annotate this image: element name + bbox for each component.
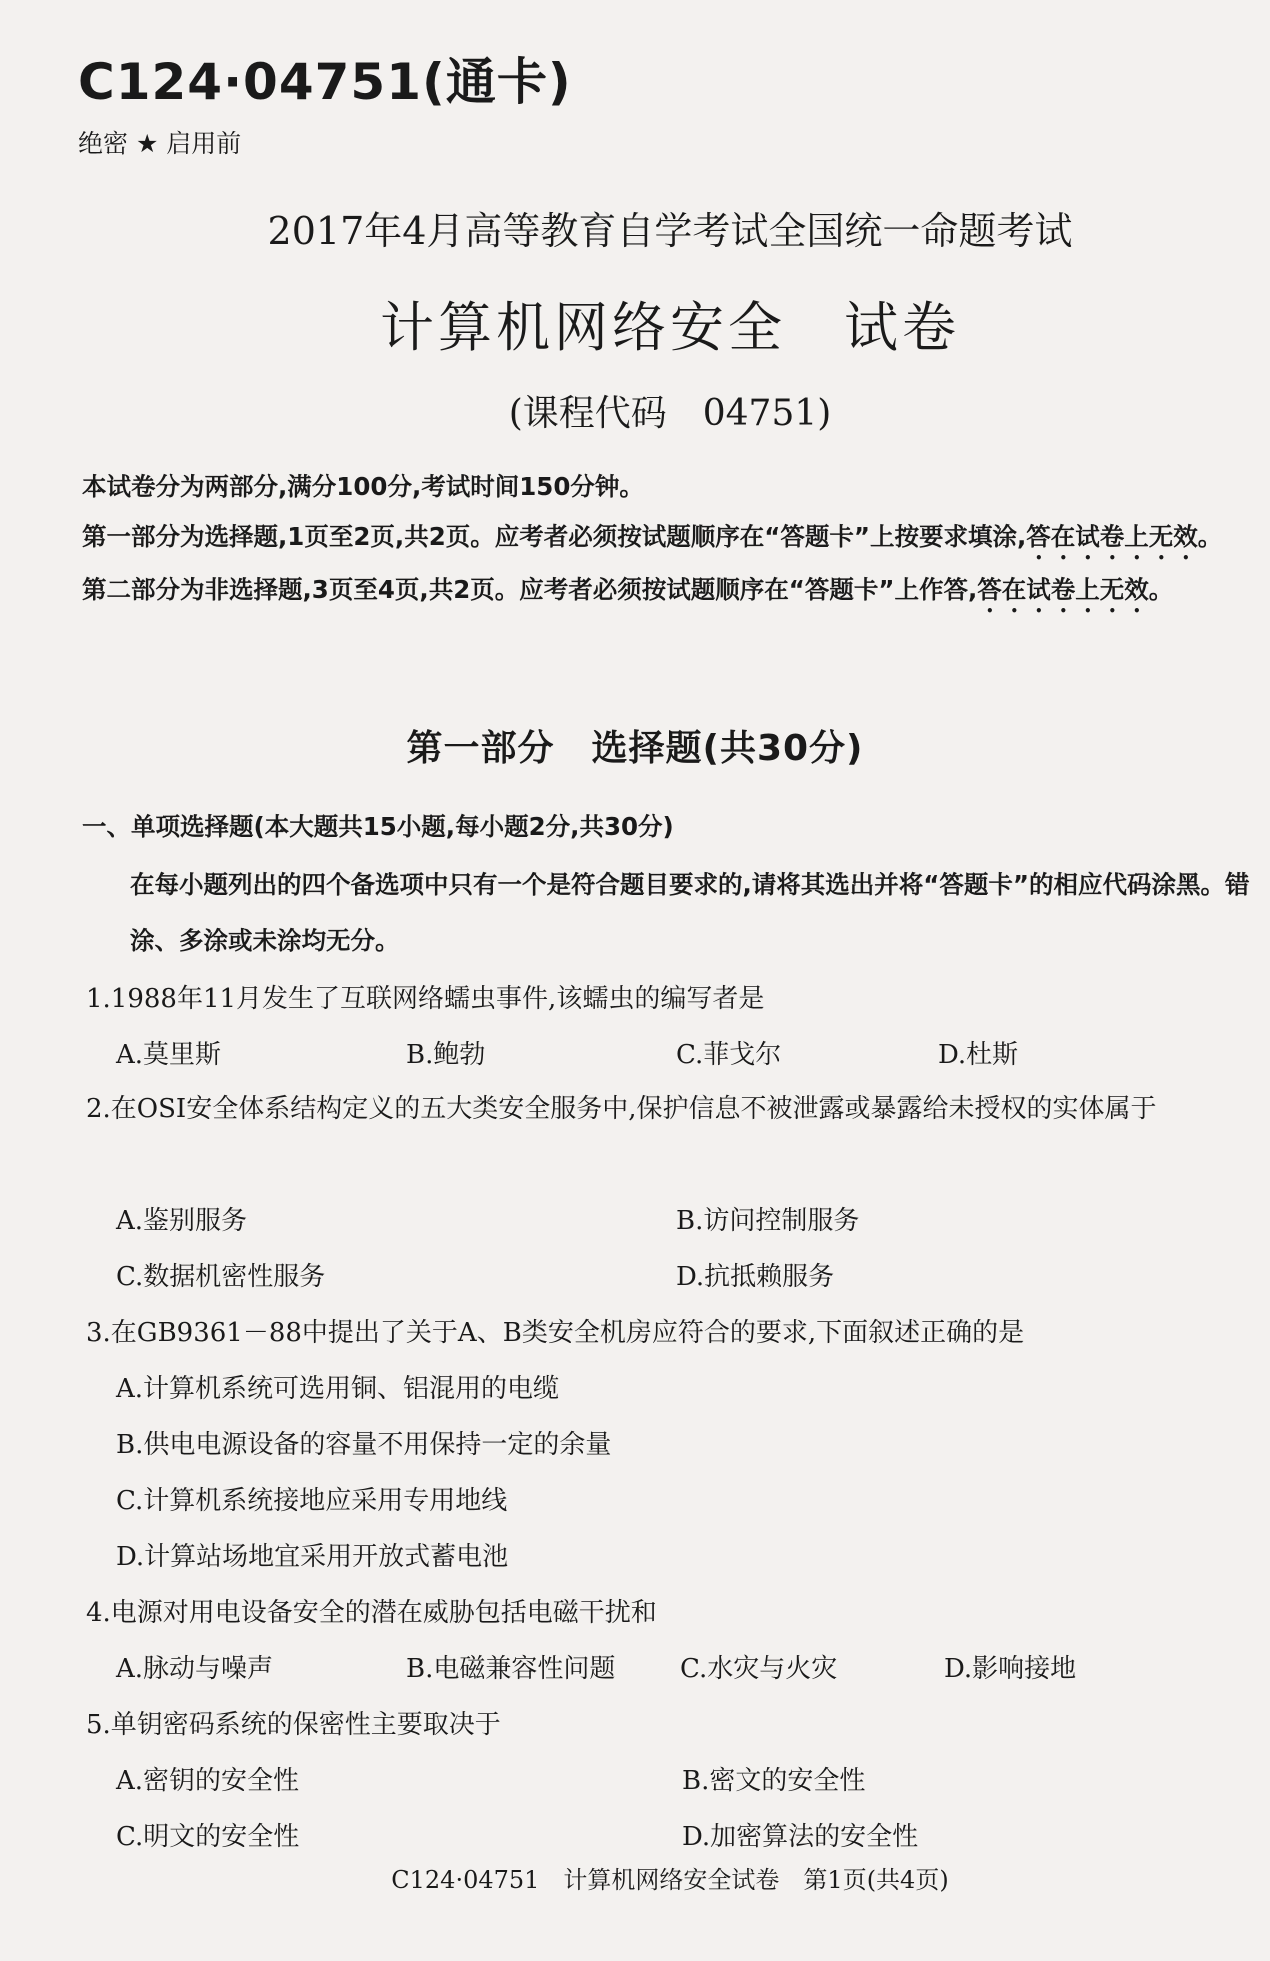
question-4-option-b: B.电磁兼容性问题 — [406, 1654, 616, 1684]
question-3-option-c: C.计算机系统接地应采用专用地线 — [116, 1486, 508, 1516]
part-one-title: 第一部分 选择题(共30分) — [406, 728, 864, 769]
instruction-line-2-end: 。 — [1197, 522, 1223, 551]
section-instructions: 在每小题列出的四个备选项中只有一个是符合题目要求的,请将其选出并将“答题卡”的相应代码涂黑。错涂、多涂或未涂均无分。 — [130, 870, 1250, 955]
exam-title: 2017年4月高等教育自学考试全国统一命题考试 — [267, 209, 1073, 253]
course-code: (课程代码 04751) — [508, 393, 832, 434]
page-footer: C124·04751 计算机网络安全试卷 第1页(共4页) — [391, 1866, 949, 1894]
question-5-option-a: A.密钥的安全性 — [116, 1766, 300, 1796]
instruction-line-2 — [82, 512, 1252, 565]
instruction-line-3-dotted: 答在试卷上无效 — [977, 575, 1149, 604]
question-4-stem: 4.电源对用电设备安全的潜在威胁包括电磁干扰和 — [86, 1598, 657, 1628]
question-4-option-c: C.水灾与火灾 — [680, 1654, 838, 1684]
exam-code-title: C124·04751(通卡) — [78, 53, 572, 111]
confidential-label: 绝密 ★ 启用前 — [78, 129, 242, 158]
question-1-option-c: C.菲戈尔 — [676, 1040, 782, 1070]
question-1-option-d: D.杜斯 — [938, 1040, 1019, 1070]
question-4-option-a: A.脉动与噪声 — [116, 1654, 274, 1684]
question-5-option-d: D.加密算法的安全性 — [682, 1822, 919, 1852]
question-5-stem: 5.单钥密码系统的保密性主要取决于 — [86, 1710, 501, 1740]
question-3-option-a: A.计算机系统可选用铜、铝混用的电缆 — [116, 1374, 560, 1404]
question-5-option-b: B.密文的安全性 — [682, 1766, 866, 1796]
question-1-option-b: B.鲍勃 — [406, 1040, 486, 1070]
question-1-option-a: A.莫里斯 — [116, 1040, 222, 1070]
paper-title: 计算机网络安全 试卷 — [380, 296, 960, 359]
question-3-stem: 3.在GB9361－88中提出了关于A、B类安全机房应符合的要求,下面叙述正确的是 — [86, 1318, 1025, 1348]
instruction-line-3 — [82, 565, 1252, 618]
section-header: 一、单项选择题(本大题共15小题,每小题2分,共30分) — [82, 812, 674, 841]
instruction-line-1: 本试卷分为两部分,满分100分,考试时间150分钟。 — [82, 472, 644, 501]
instruction-line-3-main: 第二部分为非选择题,3页至4页,共2页。应考者必须按试题顺序在“答题卡”上作答, — [82, 575, 978, 604]
question-1-stem: 1.1988年11月发生了互联网络蠕虫事件,该蠕虫的编写者是 — [86, 984, 765, 1014]
question-2-option-c: C.数据机密性服务 — [116, 1262, 326, 1292]
exam-instructions — [82, 462, 1252, 618]
question-2-option-d: D.抗抵赖服务 — [676, 1262, 835, 1292]
question-2-stem-text: 2.在OSI安全体系结构定义的五大类安全服务中,保护信息不被泄露或暴露给未授权的实体属于 — [86, 1094, 1157, 1124]
question-2-option-a: A.鉴别服务 — [116, 1206, 248, 1236]
question-2-option-b: B.访问控制服务 — [676, 1206, 860, 1236]
question-2-stem — [86, 1080, 1256, 1138]
question-5-option-c: C.明文的安全性 — [116, 1822, 300, 1852]
question-4-option-d: D.影响接地 — [944, 1654, 1077, 1684]
instruction-line-2-main: 第一部分为选择题,1页至2页,共2页。应考者必须按试题顺序在“答题卡”上按要求填涂, — [82, 522, 1027, 551]
question-3-option-d: D.计算站场地宜采用开放式蓄电池 — [116, 1542, 509, 1572]
question-3-option-b: B.供电电源设备的容量不用保持一定的余量 — [116, 1430, 612, 1460]
instruction-line-2-dotted: 答在试卷上无效 — [1026, 522, 1198, 551]
instruction-line-3-end: 。 — [1148, 575, 1174, 604]
